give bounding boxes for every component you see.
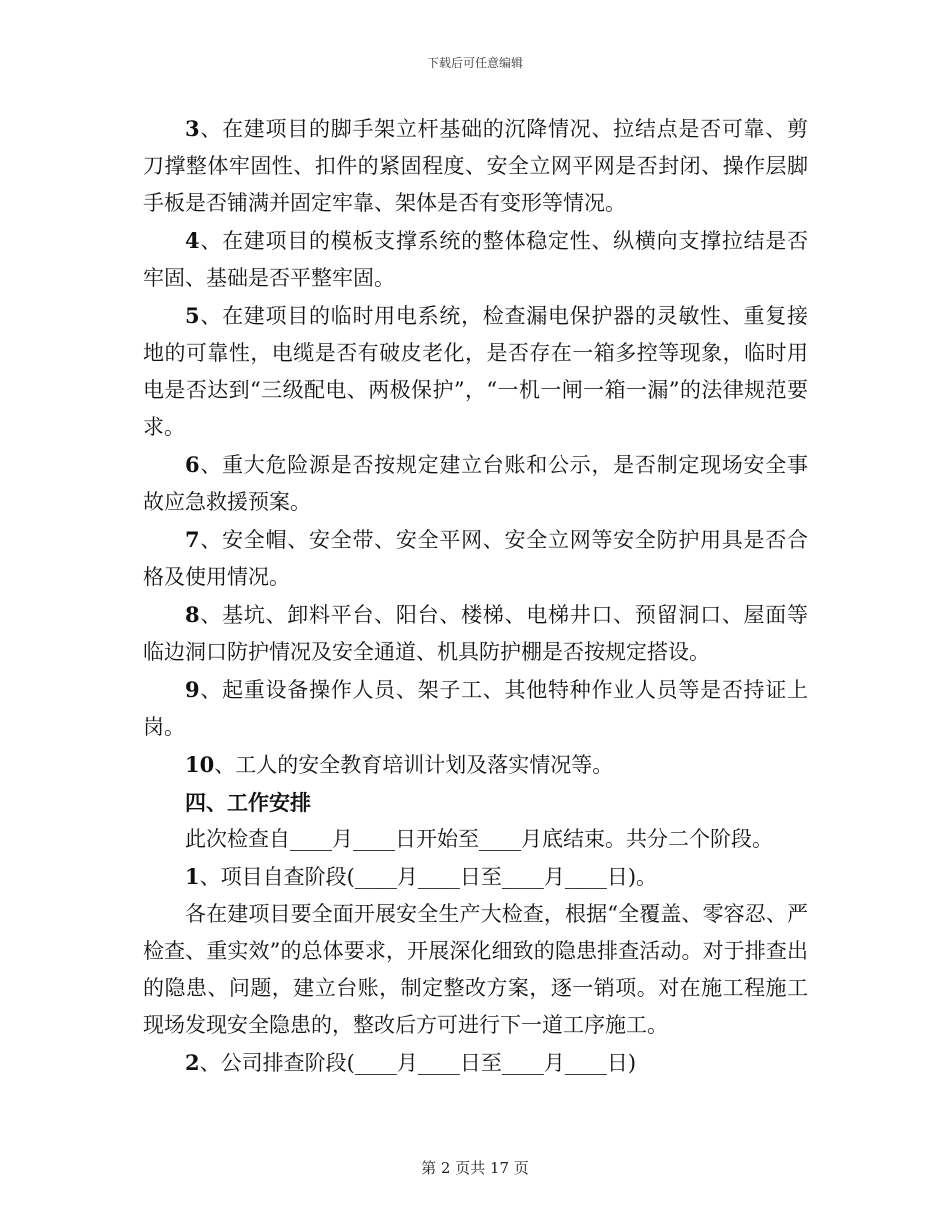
item-number: 4 [185, 228, 200, 253]
list-item-4 [143, 222, 808, 297]
list-item-8 [143, 596, 808, 671]
page-footer: 第 2 页共 17 页 [421, 1159, 529, 1177]
item-number: 8 [185, 602, 200, 627]
list-item-10 [143, 746, 808, 784]
item-text: 、在建项目的模板支撑系统的整体稳定性、纵横向支撑拉结是否牢固、基础是否平整牢固。 [143, 229, 808, 290]
stage-number: 1 [185, 864, 200, 889]
section-intro: 此次检查自____月____日开始至____月底结束。共分二个阶段。 [185, 827, 773, 851]
document-body [143, 110, 808, 1082]
stage-text: 、公司排查阶段(____月____日至____月____日) [199, 1051, 637, 1075]
item-text: 、工人的安全教育培训计划及落实情况等。 [214, 753, 614, 777]
item-number: 9 [185, 677, 200, 702]
stage-1-body: 各在建项目要全面开展安全生产大检查，根据“全覆盖、零容忍、严检查、重实效”的总体要求，开展深化细致的隐患排查活动。对于排查出的隐患、问题，建立台账，制定整改方案，逐一销项。对在施工程施工现场发现安全隐患的，整改后方可进行下一道工序施工。 [143, 902, 808, 1037]
list-item-3 [143, 110, 808, 222]
item-text: 、重大危险源是否按规定建立台账和公示，是否制定现场安全事故应急救援预案。 [143, 453, 808, 514]
stage-2-title [143, 1044, 808, 1082]
list-item-6 [143, 446, 808, 521]
list-item-9 [143, 671, 808, 746]
item-number: 7 [185, 527, 200, 552]
item-number: 5 [185, 303, 200, 328]
stage-text: 、项目自查阶段(____月____日至____月____日)。 [199, 865, 658, 889]
list-item-5 [143, 297, 808, 446]
stage-number: 2 [185, 1050, 200, 1075]
item-number: 10 [185, 752, 215, 777]
item-text: 、在建项目的脚手架立杆基础的沉降情况、拉结点是否可靠、剪刀撑整体牢固性、扣件的紧固程度、安全立网平网是否封闭、操作层脚手板是否铺满并固定牢靠、架体是否有变形等情况。 [143, 117, 808, 215]
item-text: 、基坑、卸料平台、阳台、楼梯、电梯井口、预留洞口、屋面等临边洞口防护情况及安全通道、机具防护棚是否按规定搭设。 [143, 603, 808, 664]
item-text: 、起重设备操作人员、架子工、其他特种作业人员等是否持证上岗。 [143, 678, 808, 739]
stage-1-title [143, 858, 808, 896]
item-number: 6 [185, 452, 200, 477]
section-heading: 四、工作安排 [185, 790, 311, 815]
page-header: 下载后可任意编辑 [426, 56, 523, 70]
item-number: 3 [185, 116, 200, 141]
item-text: 、在建项目的临时用电系统，检查漏电保护器的灵敏性、重复接地的可靠性，电缆是否有破皮老化，是否存在一箱多控等现象，临时用电是否达到“三级配电、两极保护”，“一机一闸一箱一漏”的法律规范要求。 [143, 304, 808, 439]
item-text: 、安全帽、安全带、安全平网、安全立网等安全防护用具是否合格及使用情况。 [143, 528, 808, 589]
list-item-7 [143, 521, 808, 596]
